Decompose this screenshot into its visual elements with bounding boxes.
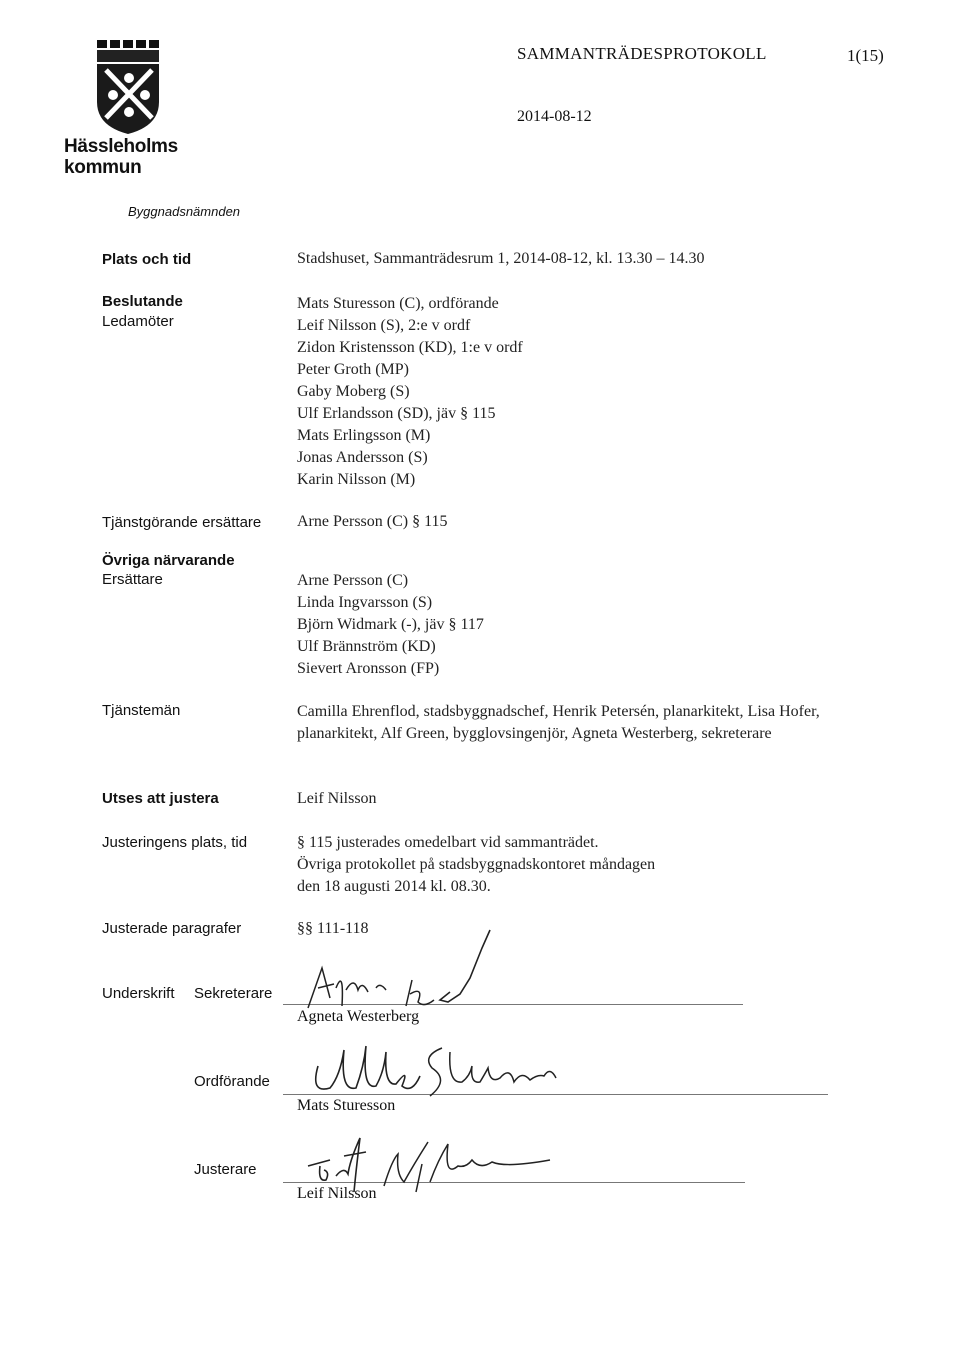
members-label: Ledamöter	[102, 313, 174, 330]
document-date: 2014-08-12	[517, 108, 592, 125]
adjusted-sections-label: Justerade paragrafer	[102, 920, 242, 937]
document-title: SAMMANTRÄDESPROTOKOLL	[517, 44, 767, 63]
adjustment-text	[297, 832, 655, 898]
chairman-label: Ordförande	[194, 1073, 270, 1090]
secretary-label: Sekreterare	[194, 985, 273, 1002]
list-item: Linda Ingvarsson (S)	[297, 594, 433, 611]
appointed-adjuster-value: Leif Nilsson	[297, 790, 377, 807]
substitutes-label: Ersättare	[102, 571, 163, 588]
adjustment-line: Övriga protokollet på stadsbyggnadskontoret måndagen	[297, 856, 656, 873]
deciding-label: Beslutande	[102, 293, 183, 310]
list-item: Jonas Andersson (S)	[297, 449, 428, 466]
list-item: Mats Erlingsson (M)	[297, 427, 431, 444]
officials-text: Camilla Ehrenflod, stadsbyggnadschef, Henrik Petersén, planarkitekt, Lisa Hofer, planarkitekt, Alf Green, bygglovsingenjör, Agneta Westerberg, sekreterare	[297, 703, 820, 742]
serving-substitute-label: Tjänstgörande ersättare	[102, 514, 262, 531]
chairman-name: Mats Sturesson	[297, 1097, 396, 1114]
list-item: Leif Nilsson (S), 2:e v ordf	[297, 317, 471, 334]
place-time-label: Plats och tid	[102, 251, 192, 268]
adjustment-label: Justeringens plats, tid	[102, 834, 248, 851]
adjustment-line: den 18 augusti 2014 kl. 08.30.	[297, 878, 491, 895]
list-item: Sievert Aronsson (FP)	[297, 660, 440, 677]
list-item: Zidon Kristensson (KD), 1:e v ordf	[297, 339, 523, 356]
page-number: 1(15)	[847, 46, 884, 65]
list-item: Arne Persson (C)	[297, 572, 409, 589]
list-item: Ulf Erlandsson (SD), jäv § 115	[297, 405, 496, 422]
appointed-adjuster-label: Utses att justera	[102, 790, 219, 807]
list-item: Ulf Brännström (KD)	[297, 638, 436, 655]
officials-value	[297, 701, 827, 745]
department-name: Byggnadsnämnden	[128, 204, 241, 219]
list-item: Mats Sturesson (C), ordförande	[297, 295, 499, 312]
officials-label: Tjänstemän	[102, 702, 181, 719]
signature-label: Underskrift	[102, 985, 175, 1002]
list-item: Gaby Moberg (S)	[297, 383, 410, 400]
adjuster-label: Justerare	[194, 1161, 257, 1178]
members-list	[297, 293, 523, 491]
list-item: Björn Widmark (-), jäv § 117	[297, 616, 484, 633]
others-present-label: Övriga närvarande	[102, 552, 235, 569]
list-item: Karin Nilsson (M)	[297, 471, 416, 488]
secretary-handwritten-signature	[300, 928, 500, 1018]
adjustment-line: § 115 justerades omedelbart vid sammanträdet.	[297, 834, 599, 851]
serving-substitute-value: Arne Persson (C) § 115	[297, 513, 448, 530]
list-item: Peter Groth (MP)	[297, 361, 409, 378]
substitutes-list	[297, 570, 484, 680]
adjusted-sections-value: §§ 111-118	[297, 920, 369, 937]
place-time-value: Stadshuset, Sammanträdesrum 1, 2014-08-12, kl. 13.30 – 14.30	[297, 250, 705, 267]
organization-name: Hässleholms kommun	[64, 136, 178, 178]
secretary-name: Agneta Westerberg	[297, 1008, 420, 1025]
chairman-handwritten-signature	[300, 1036, 560, 1100]
municipality-coat-of-arms-icon	[96, 40, 162, 134]
adjuster-name: Leif Nilsson	[297, 1185, 377, 1202]
